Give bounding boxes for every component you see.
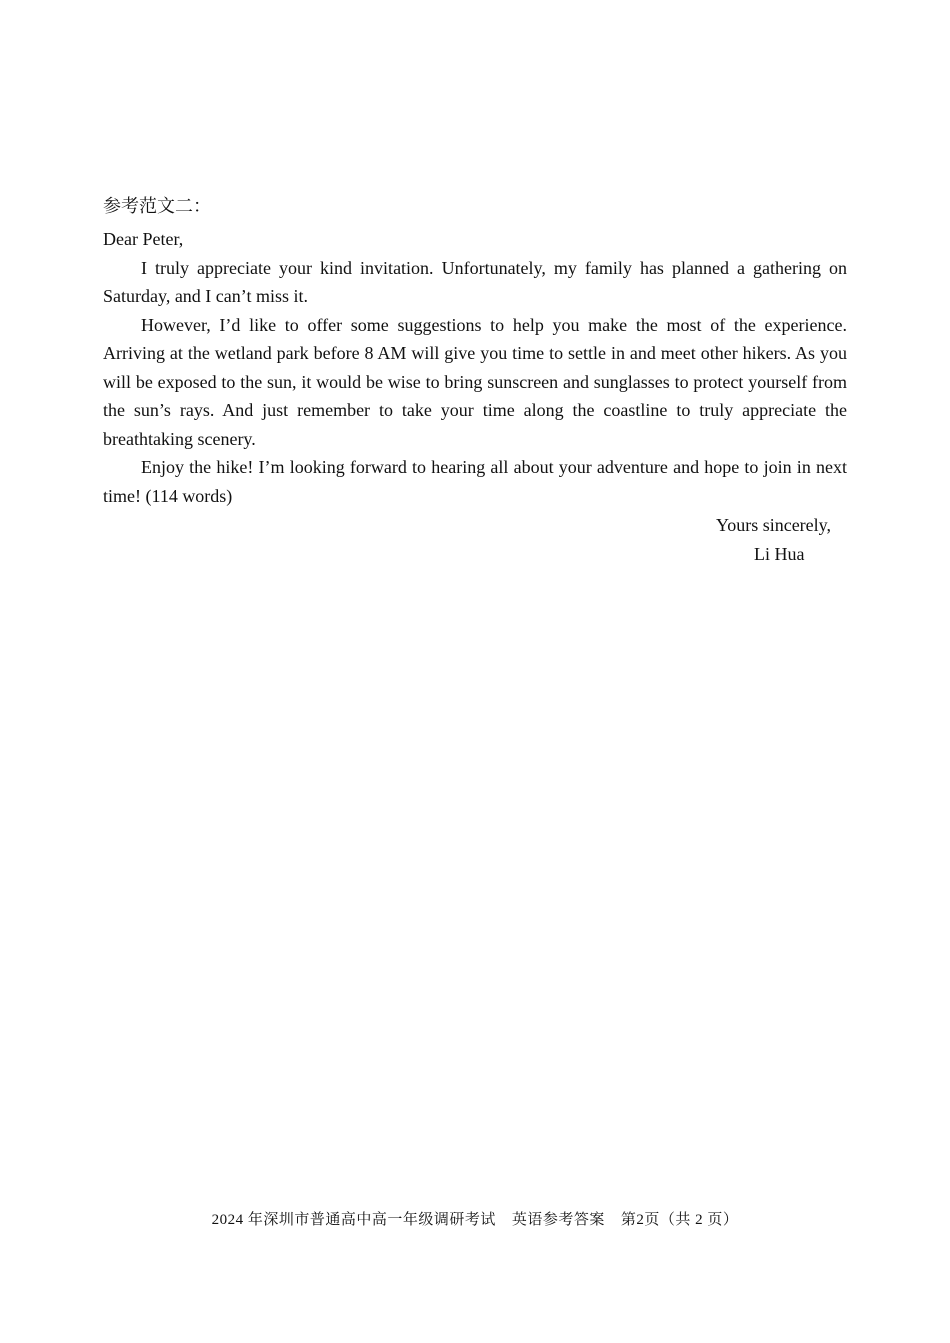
page-footer <box>0 1209 950 1231</box>
letter-salutation: Dear Peter, <box>103 229 184 249</box>
letter-body <box>103 192 847 510</box>
letter-closing-block <box>716 511 831 568</box>
letter-paragraph-1: I truly appreciate your kind invitation. Unfortunately, my family has planned a gathering on Saturday, and I can’t miss it. <box>103 257 847 306</box>
footer-page-info: 第2页（共 2 页） <box>620 1212 739 1228</box>
section-heading: 参考范文二： <box>103 196 211 216</box>
letter-closing: Yours sincerely, <box>716 515 831 535</box>
letter-paragraph-3: Enjoy the hike! I’m looking forward to hearing all about your adventure and hope to join in next time! (114 words) <box>103 457 847 506</box>
letter-paragraph-2: However, I’d like to offer some suggestions to help you make the most of the experience. Arriving at the wetland park before 8 AM will give you time to settle in and meet other hikers. As you will be exposed to the sun, it would be wise to bring sunscreen and sunglasses to protect yourself from the sun’s rays. And just remember to take your time along the coastline to truly appreciate the breathtaking scenery. <box>103 314 847 449</box>
letter-signature: Li Hua <box>754 543 805 564</box>
footer-exam-title: 2024 年深圳市普通高中高一年级调研考试 <box>211 1212 496 1228</box>
footer-subject: 英语参考答案 <box>511 1212 605 1228</box>
